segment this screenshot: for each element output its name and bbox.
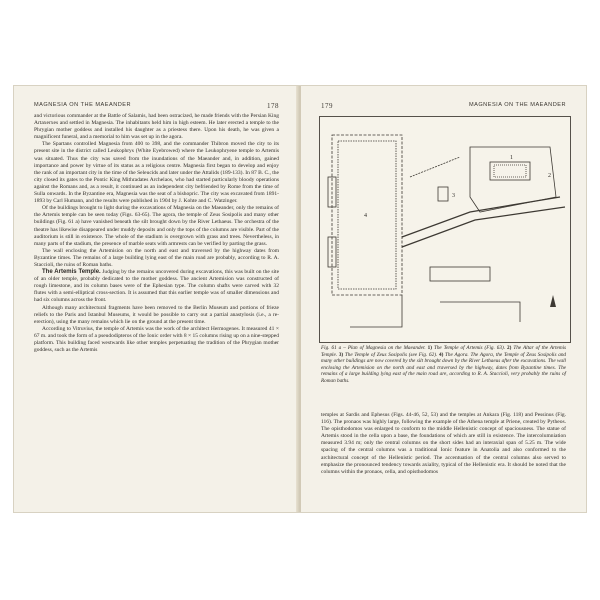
left-running-title: MAGNESIA ON THE MAEANDER — [34, 102, 132, 108]
plan-label-1: 1 — [510, 155, 513, 161]
left-page — [14, 86, 299, 512]
paragraph: The wall enclosing the Artemision on the north and east and traversed by the highway dates from Byzantine times. The remains of a large building lying east of the main road are probably, according to R. A. Staccioli, the ruins of Roman baths. — [34, 247, 279, 268]
section-heading: The Artemis Temple. — [42, 269, 101, 276]
paragraph: Of the buildings brought to light during the excavations of Magnesia on the Maeander, only the remains of the Artemis temple can be seen today (Figs. 63-65). The agora, the temple of Zeus Sosipolis and many other buildings (Fig. 61 a) have vanished beneath the silt brought down by the River Lethaeus. The orchestra of the theatre has likewise disappeared under muddy deposits and only the tops of the columns are visible. Part of the auditorium is still in existence. The whole of the stadium is overgrown with grass and trees. Nevertheless, in many parts of the stadium, the presence of marble seats with armrests can be verified by parting the grass. — [34, 205, 279, 247]
section-paragraph — [34, 269, 279, 304]
left-body-text — [34, 113, 279, 354]
right-running-title: MAGNESIA ON THE MAEANDER — [468, 102, 566, 108]
caption-number: 2) — [507, 345, 512, 351]
site-plan-drawing — [320, 117, 570, 342]
paragraph: and victorious commander at the Battle of Salamis, had been ostracized, he made friends with the Persian King Artaxerxes and settled in Magnesia. The inhabitants held him in high esteem. He later erected a temple to the Phrygian mother goddess and installed his daughter as a priestess there. Upon his death, he was given a magnificent funeral, and a memorial to him was set up in the agora. — [34, 113, 279, 141]
right-page-number: 179 — [321, 102, 333, 110]
open-book — [14, 86, 586, 512]
paragraph: According to Vitruvius, the temple of Artemis was the work of the architect Hermogenes. It measured 41 × 67 m. and took the form of a pseudodipteros of the Ionic order with 8 × 15 columns rising up on a nine-stepped platform. This building faced westwards like other temples perpetuating the tradition of the Phrygian mother goddess, such as the Artemis — [34, 325, 279, 354]
caption-item: The Altar of the Artemis Temple. — [321, 345, 567, 358]
paragraph: temples at Sardis and Ephesus (Figs. 44-46, 52, 53) and the temples at Ankara (Fig. 118) and Pessinus (Fig. 116). The pronaos was highly large, following the example of the Athena temple at Priene, created by Pytheos. The opisthodomos was enlarged to conform to the middle Hellenistic concept of spaciousness. The statue of Artemis stood in the cella upon a base, the foundations of which are still in existence. The intercolumniation measured 3.94 m; only the central columns on the short sides had an interaxial span of 5.25 m. The wide spacing of the central columns was a traditional Ionic feature in Anatolia and also conformed to the architectural concept of the Hellenistic period. The accentuation of the central columns also served to emphasize the pronounced tendency towards axiality, typical of the Hellenistic era. It should be noted that the columns within the pronaos, cella, and opisthodomos — [321, 412, 566, 475]
north-arrow-icon — [550, 295, 556, 307]
plan-label-3: 3 — [452, 193, 455, 199]
caption-number: 3) — [338, 351, 344, 358]
plan-label-2: 2 — [548, 173, 551, 179]
caption-item: The Temple of Artemis (Fig. 63). — [433, 345, 505, 351]
caption-number: 4) — [438, 351, 444, 358]
caption-item: The Temple of Zeus Sosipolis (see Fig. 62). — [344, 351, 438, 358]
right-page — [301, 86, 586, 512]
right-body-text — [321, 412, 566, 476]
left-page-number: 178 — [267, 102, 279, 110]
site-plan-figure — [319, 116, 571, 343]
paragraph: The Spartans controlled Magnesia from 400 to 398, and the commander Thibron moved the city to its present site in the district called Leukophrys (White Eyebrowed) where the Leukophryene temple to Artemis was situated. Thus the city was saved from the inundations of the Maeander and, in addition, gained importance and power by virtue of its status as a religious centre. Magnesia first began to develop and enjoy the rank of an important city in the time of the Seleucids and later under the Attalids (189-133). In 87 B. C., the city closed its gates to the Pontic King Mithradates Archelaos, who had started particularly bloody operations against the Romans and, as a result, it continued as an independent city befriended by Rome from the time of Sulla onwards. In the Byzantine era, Magnesia was the seat of a bishopric. The city was excavated from 1891-1893 by Carl Humann, and the results were published in 1904 by J. Kohte and C. Watzinger. — [34, 141, 279, 205]
caption-number: 1) — [427, 345, 432, 351]
caption-tail: The Agora, the Temple of Zeus Sosipolis and many other buildings are now covered by the silt brought down by the River Lethaeus after the excavations. The wall enclosing the Artemision on the north and east and traversed by the highway, dates from Byzantine times. The remains of a large building lying east of the main road are, according to R. A. Staccioli, very probably the ruins of Roman baths. — [321, 351, 567, 384]
figure-caption — [321, 345, 566, 384]
paragraph: Although many architectural fragments have been removed to the Berlin Museum and portions of frieze reliefs to the Paris and Istanbul Museums, it would be possible to carry out a partial anastylosis (i.e., a re-erection), using the many remains which lie on the ground at the present time. — [34, 304, 279, 325]
caption-lead: Fig. 61 a – Plan of Magnesia on the Maeander. — [321, 345, 426, 351]
section-text: Judging by the remains uncovered during excavations, this was built on the site of an older temple, probably dedicated to the mother goddess. The ancient Artemision was constructed of rough limestone, and its column bases were of the Ephesian type. The column shafts were carved with 32 flutes with a semi-elliptical cross-section. It is assumed that this earlier temple was of smaller dimensions and had six columns across the front. — [34, 269, 280, 304]
caption-item: The Agora. — [445, 351, 469, 358]
plan-label-4: 4 — [364, 213, 367, 219]
